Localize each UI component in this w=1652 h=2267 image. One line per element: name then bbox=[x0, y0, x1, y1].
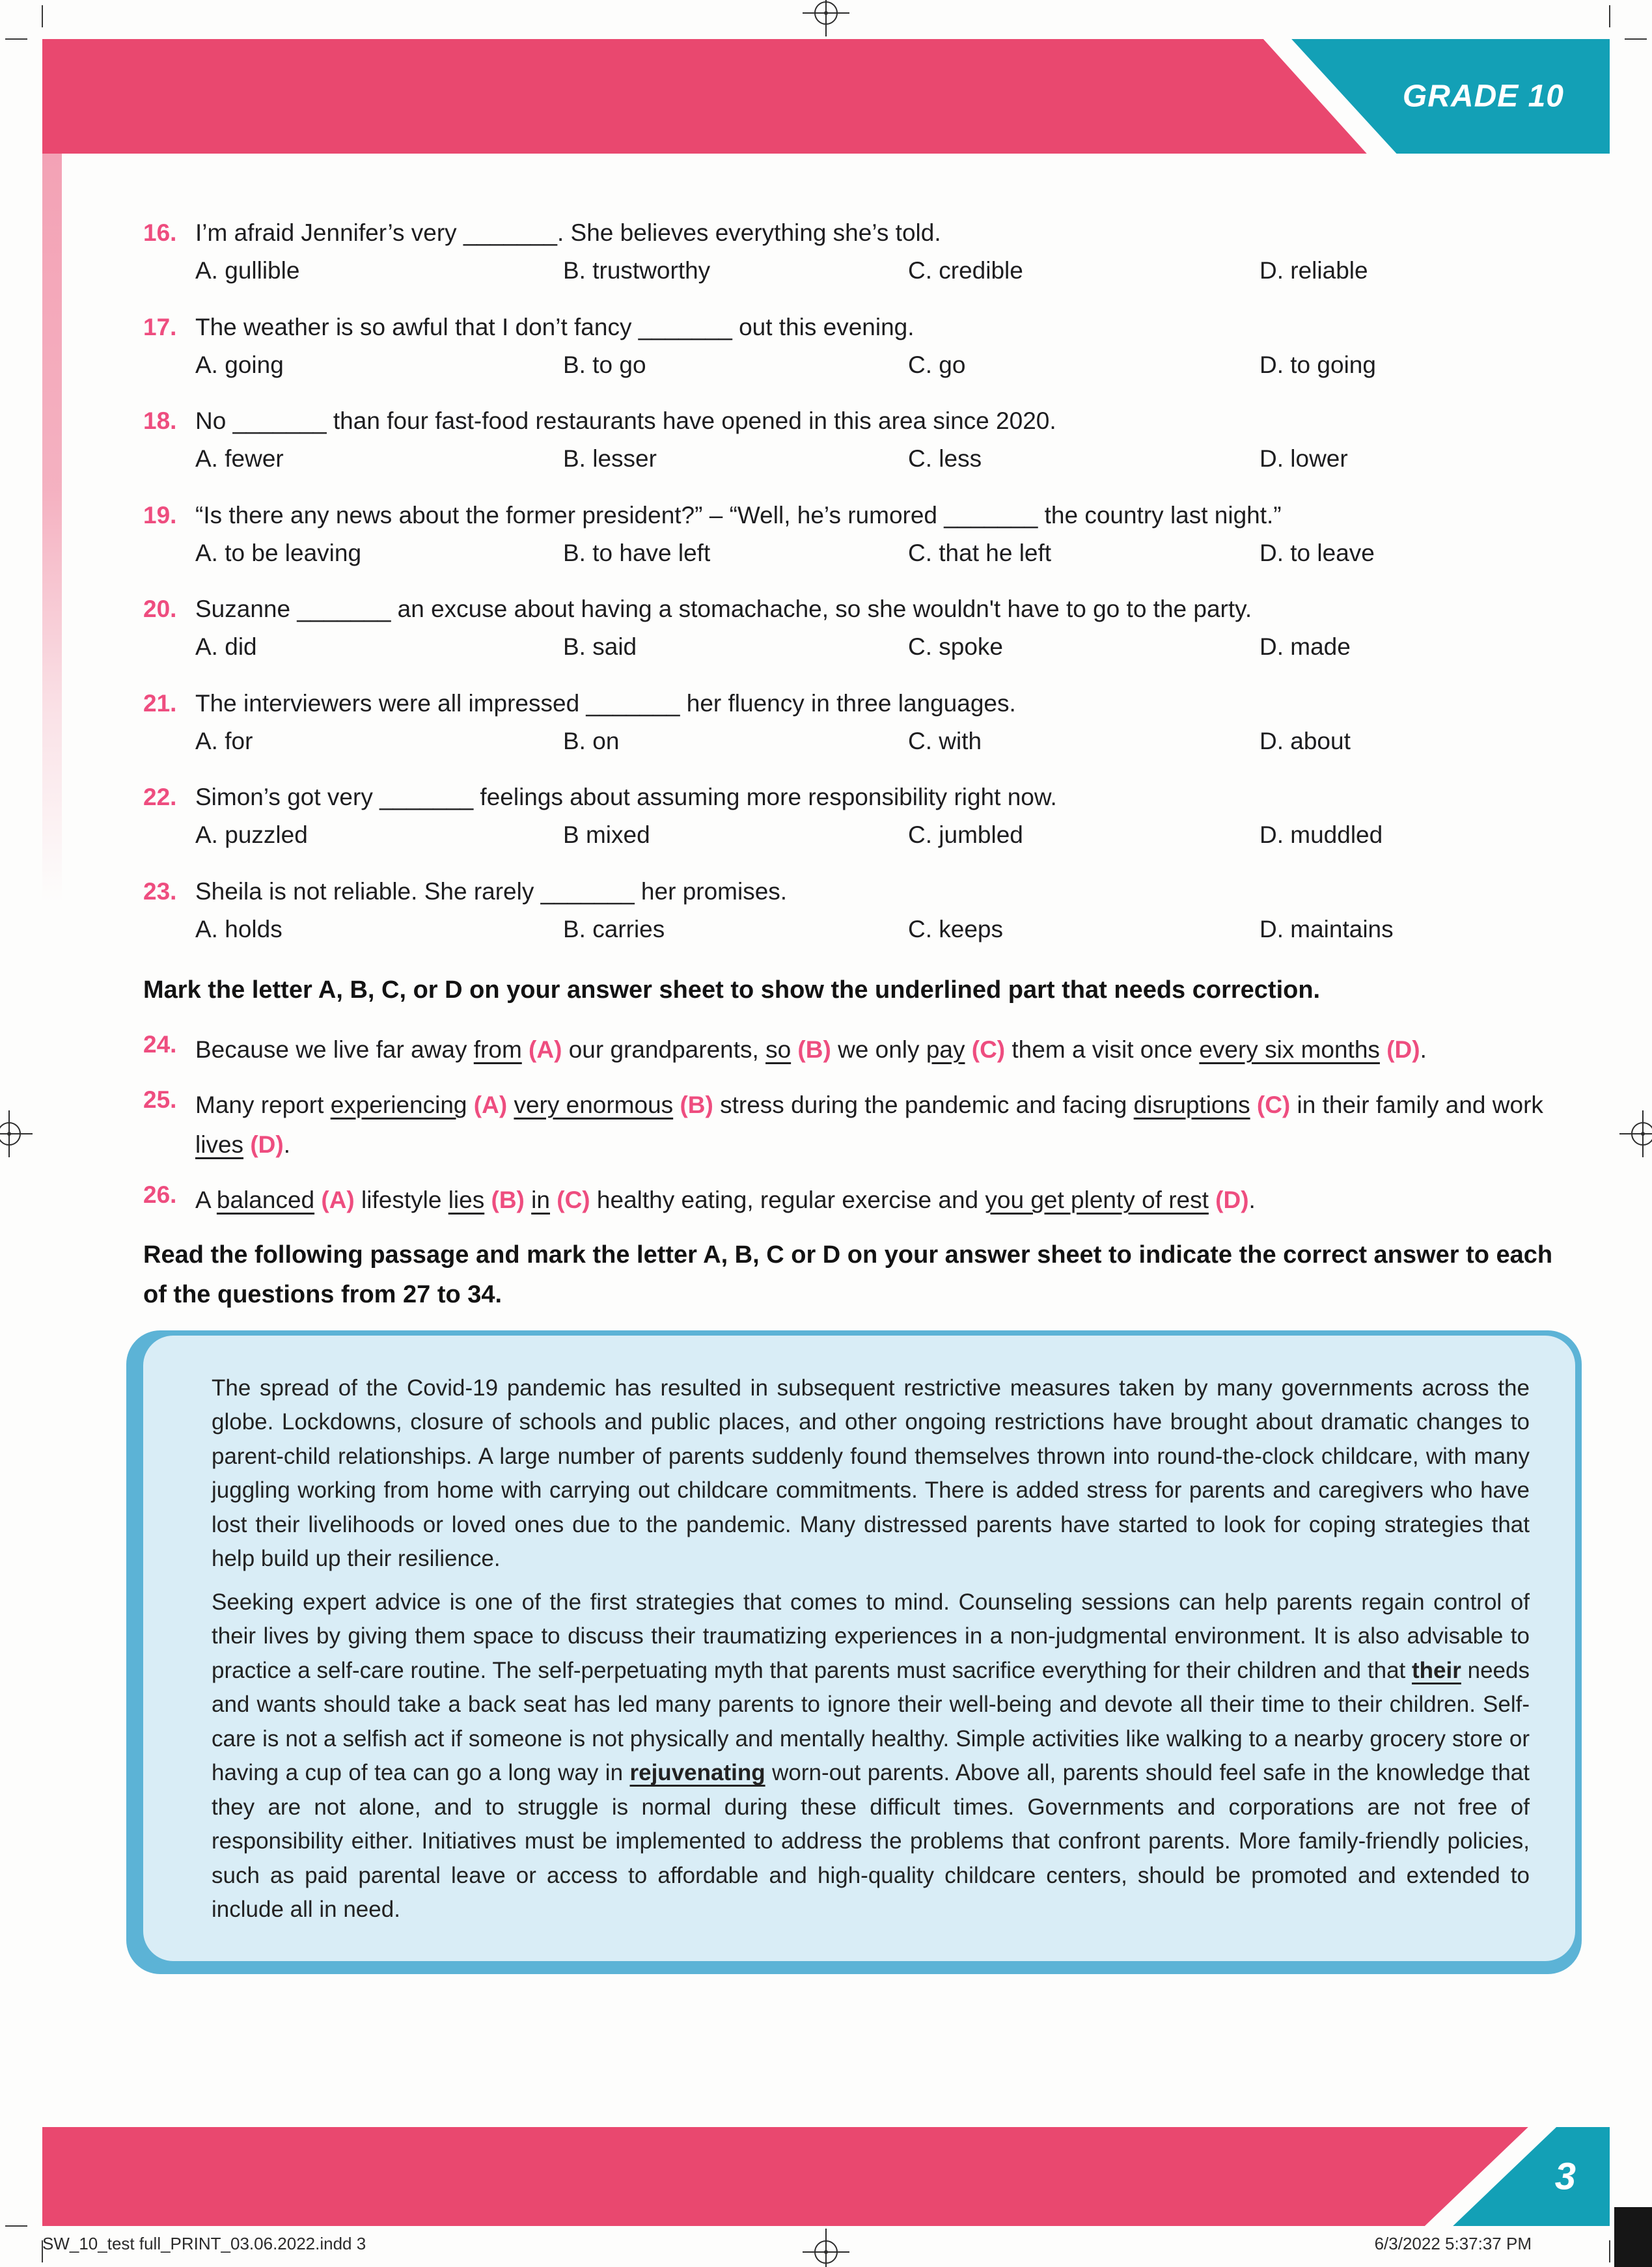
text-fragment: A bbox=[195, 1186, 217, 1213]
bold-underlined-word: their bbox=[1412, 1657, 1461, 1683]
underlined-phrase: experiencing bbox=[330, 1091, 467, 1118]
text-fragment: Seeking expert advice is one of the first strategies that comes to mind. Counseling sessions can help parents regain control of their lives by giving them space to discuss their traumatizing experiences in a non-judgmental environment. It is also advisable to practice a self-care routine. The self-perpetuating myth that parents must sacrifice everything for their children and that bbox=[212, 1589, 1530, 1683]
passage-box bbox=[143, 1336, 1575, 1961]
option-d: D. to going bbox=[1260, 351, 1376, 378]
option-d: D. lower bbox=[1260, 445, 1348, 473]
option-a: A. did bbox=[195, 633, 257, 661]
question-18 bbox=[143, 406, 1575, 474]
option-b: B. on bbox=[563, 727, 620, 754]
underlined-phrase: from bbox=[473, 1036, 522, 1063]
question-number: 19. bbox=[143, 501, 177, 529]
option-c: C. that he left bbox=[908, 539, 1052, 566]
option-c: C. credible bbox=[908, 257, 1023, 284]
option-a: A. to be leaving bbox=[195, 539, 362, 566]
underlined-phrase: very enormous bbox=[514, 1091, 674, 1118]
print-footer bbox=[42, 2234, 1610, 2254]
question-number: 24. bbox=[143, 1030, 177, 1058]
question-stem: Simon’s got very _______ feelings about assuming more responsibility right now. bbox=[195, 784, 1057, 810]
footer-pink-shape bbox=[42, 2127, 1610, 2226]
question-rich-text bbox=[195, 1180, 1575, 1220]
option-a: A. going bbox=[195, 351, 284, 378]
answer-letter-marker: (B) bbox=[797, 1036, 831, 1063]
option-c: C. jumbled bbox=[908, 821, 1023, 849]
question-number: 22. bbox=[143, 784, 177, 810]
question-number: 17. bbox=[143, 313, 177, 340]
passage-paragraph-2 bbox=[212, 1586, 1530, 1927]
underlined-phrase: balanced bbox=[216, 1186, 315, 1213]
text-fragment bbox=[1250, 1092, 1257, 1118]
text-fragment: in their family and work bbox=[1290, 1091, 1543, 1118]
question-stem: “Is there any news about the former president?” – “Well, he’s rumored _______ the country last night.” bbox=[195, 501, 1282, 529]
option-a: A. for bbox=[195, 727, 253, 754]
underlined-phrase: lies bbox=[448, 1186, 485, 1213]
options-row bbox=[195, 914, 1575, 944]
question-stem: I’m afraid Jennifer’s very _______. She believes everything she’s told. bbox=[195, 219, 941, 246]
question-23 bbox=[143, 877, 1575, 945]
option-c: C. go bbox=[908, 351, 966, 378]
answer-letter-marker: (B) bbox=[680, 1091, 713, 1118]
crop-mark bbox=[1609, 5, 1610, 27]
text-fragment bbox=[965, 1036, 971, 1063]
question-number: 26. bbox=[143, 1181, 177, 1208]
text-fragment bbox=[1209, 1187, 1215, 1213]
question-stem: No _______ than four fast-food restaurants have opened in this area since 2020. bbox=[195, 407, 1056, 434]
question-20 bbox=[143, 594, 1575, 663]
test-content bbox=[143, 218, 1575, 1961]
print-timestamp: 6/3/2022 5:37:37 PM bbox=[1374, 2234, 1532, 2253]
instruction-reading: Read the following passage and mark the letter A, B, C or D on your answer sheet to indicate the correct answer to each of the questions from 27 to 34. bbox=[143, 1241, 1553, 1308]
question-25 bbox=[143, 1085, 1575, 1164]
answer-letter-marker: (D) bbox=[250, 1131, 284, 1158]
option-b: B. to go bbox=[563, 351, 646, 378]
underlined-phrase: lives bbox=[195, 1131, 244, 1158]
option-b: B. lesser bbox=[563, 445, 657, 473]
page-number: 3 bbox=[1554, 2155, 1576, 2198]
question-stem: Sheila is not reliable. She rarely _______ her promises. bbox=[195, 877, 788, 905]
question-number: 21. bbox=[143, 689, 177, 717]
text-fragment: lifestyle bbox=[354, 1186, 448, 1213]
answer-letter-marker: (C) bbox=[1256, 1091, 1291, 1118]
option-c: C. spoke bbox=[908, 633, 1004, 661]
question-26 bbox=[143, 1180, 1575, 1220]
reading-passage bbox=[143, 1336, 1575, 1961]
text-fragment bbox=[484, 1187, 491, 1213]
options-row bbox=[195, 632, 1575, 662]
question-24 bbox=[143, 1030, 1575, 1069]
option-c: C. with bbox=[908, 727, 982, 754]
question-rich-text bbox=[195, 1085, 1575, 1164]
question-number: 16. bbox=[143, 219, 177, 246]
option-d: D. reliable bbox=[1260, 257, 1368, 284]
question-number: 25. bbox=[143, 1086, 177, 1113]
question-stem: The interviewers were all impressed _______ her fluency in three languages. bbox=[195, 689, 1016, 717]
option-d: D. about bbox=[1260, 727, 1351, 754]
text-fragment: . bbox=[1420, 1036, 1427, 1063]
option-b: B. said bbox=[563, 633, 637, 661]
option-a: A. holds bbox=[195, 915, 282, 942]
question-number: 20. bbox=[143, 596, 177, 622]
question-21 bbox=[143, 689, 1575, 757]
crop-mark bbox=[42, 5, 43, 27]
question-22 bbox=[143, 782, 1575, 851]
options-row bbox=[195, 726, 1575, 756]
text-fragment bbox=[550, 1187, 557, 1213]
registration-mark bbox=[0, 1110, 33, 1157]
text-fragment bbox=[791, 1036, 797, 1063]
text-fragment: we only bbox=[831, 1036, 926, 1063]
underlined-phrase: every six months bbox=[1199, 1036, 1380, 1063]
text-fragment bbox=[525, 1187, 531, 1213]
option-b: B mixed bbox=[563, 821, 650, 849]
text-fragment bbox=[467, 1092, 474, 1118]
option-b: B. to have left bbox=[563, 539, 711, 566]
options-row bbox=[195, 538, 1575, 568]
answer-letter-marker: (C) bbox=[971, 1036, 1006, 1063]
text-fragment: worn-out parents. Above all, parents should feel safe in the knowledge that they are not alone, and to struggle is normal during these difficult times. Governments and corporations are not free of responsibility either. Initiatives must be implemented to address the problems that confront parents. More family-friendly policies, such as paid parental leave or access to affordable and high-quality childcare centers, should be promoted and extended to include all in need. bbox=[212, 1760, 1530, 1923]
text-fragment bbox=[507, 1092, 514, 1118]
option-b: B. carries bbox=[563, 915, 665, 942]
option-a: A. fewer bbox=[195, 445, 284, 473]
crop-mark bbox=[1625, 38, 1647, 40]
answer-letter-marker: (D) bbox=[1386, 1036, 1420, 1063]
option-b: B. trustworthy bbox=[563, 257, 711, 284]
text-fragment: . bbox=[1248, 1186, 1256, 1213]
crop-mark bbox=[5, 38, 27, 40]
options-row bbox=[195, 350, 1575, 380]
option-c: C. less bbox=[908, 445, 982, 473]
header-band bbox=[42, 39, 1610, 154]
answer-letter-marker: (A) bbox=[321, 1186, 355, 1213]
question-16 bbox=[143, 218, 1575, 286]
bold-underlined-word: rejuvenating bbox=[629, 1760, 765, 1786]
option-d: D. to leave bbox=[1260, 539, 1375, 566]
text-fragment: our grandparents, bbox=[562, 1036, 766, 1063]
text-fragment: Many report bbox=[195, 1091, 331, 1118]
text-fragment: Because we live far away bbox=[195, 1036, 474, 1063]
underlined-phrase: disruptions bbox=[1133, 1091, 1250, 1118]
text-fragment: them a visit once bbox=[1005, 1036, 1200, 1063]
options-row bbox=[195, 444, 1575, 474]
grade-label: GRADE 10 bbox=[1402, 79, 1564, 114]
underlined-phrase: pay bbox=[926, 1036, 965, 1063]
print-corner-block bbox=[1614, 2207, 1652, 2267]
question-number: 18. bbox=[143, 407, 177, 434]
options-row bbox=[195, 256, 1575, 286]
text-fragment bbox=[1380, 1036, 1386, 1063]
footer-band bbox=[42, 2127, 1610, 2226]
text-fragment bbox=[314, 1187, 321, 1213]
underlined-phrase: so bbox=[765, 1036, 792, 1063]
answer-letter-marker: (A) bbox=[529, 1036, 562, 1063]
option-d: D. made bbox=[1260, 633, 1351, 661]
text-fragment: healthy eating, regular exercise and bbox=[590, 1186, 985, 1213]
underlined-phrase: you get plenty of rest bbox=[985, 1186, 1209, 1213]
question-rich-text bbox=[195, 1030, 1575, 1069]
instruction-correction: Mark the letter A, B, C, or D on your answer sheet to show the underlined part that needs correction. bbox=[143, 976, 1321, 1004]
answer-letter-marker: (A) bbox=[473, 1091, 508, 1118]
question-number: 23. bbox=[143, 877, 177, 905]
left-pink-fade bbox=[42, 154, 62, 902]
question-stem: The weather is so awful that I don’t fancy _______ out this evening. bbox=[195, 313, 915, 340]
answer-letter-marker: (D) bbox=[1215, 1186, 1249, 1213]
passage-paragraph-1: The spread of the Covid-19 pandemic has resulted in subsequent restrictive measures taken by many governments across the globe. Lockdowns, closure of schools and public places, and other ongoing restrictions have brought about dramatic changes to parent-child relationships. A large number of parents suddenly found themselves thrown into round-the-clock childcare, with many juggling working from home with carrying out childcare commitments. There is added stress for parents and caregivers who have lost their livelihoods or loved ones due to the pandemic. Many distressed parents have started to look for coping strategies that help build up their resilience. bbox=[212, 1375, 1530, 1572]
registration-mark bbox=[1619, 1110, 1652, 1157]
text-fragment bbox=[522, 1036, 529, 1063]
option-a: A. gullible bbox=[195, 257, 300, 284]
text-fragment bbox=[243, 1131, 250, 1158]
option-d: D. muddled bbox=[1260, 821, 1383, 849]
option-d: D. maintains bbox=[1260, 915, 1394, 942]
crop-mark bbox=[5, 2225, 27, 2227]
options-row bbox=[195, 820, 1575, 850]
text-fragment: needs and wants should take a back seat has led many parents to ignore their well-being and devote all their time to their children. Self-care is not a selfish act if someone is not physically and mentally healthy. Simple activities like walking to a nearby grocery store or having a cup of tea can go a long way in bbox=[212, 1657, 1530, 1786]
text-fragment bbox=[673, 1092, 680, 1118]
registration-mark bbox=[803, 0, 849, 36]
answer-letter-marker: (B) bbox=[491, 1186, 525, 1213]
option-a: A. puzzled bbox=[195, 821, 308, 849]
question-stem: Suzanne _______ an excuse about having a stomachache, so she wouldn't have to go to the party. bbox=[195, 596, 1252, 622]
text-fragment: . bbox=[283, 1131, 290, 1158]
underlined-phrase: in bbox=[531, 1186, 550, 1213]
question-17 bbox=[143, 312, 1575, 381]
print-filename: SW_10_test full_PRINT_03.06.2022.indd 3 bbox=[42, 2234, 366, 2253]
question-19 bbox=[143, 501, 1575, 569]
option-c: C. keeps bbox=[908, 915, 1004, 942]
text-fragment: stress during the pandemic and facing bbox=[713, 1091, 1134, 1118]
answer-letter-marker: (C) bbox=[557, 1186, 590, 1213]
